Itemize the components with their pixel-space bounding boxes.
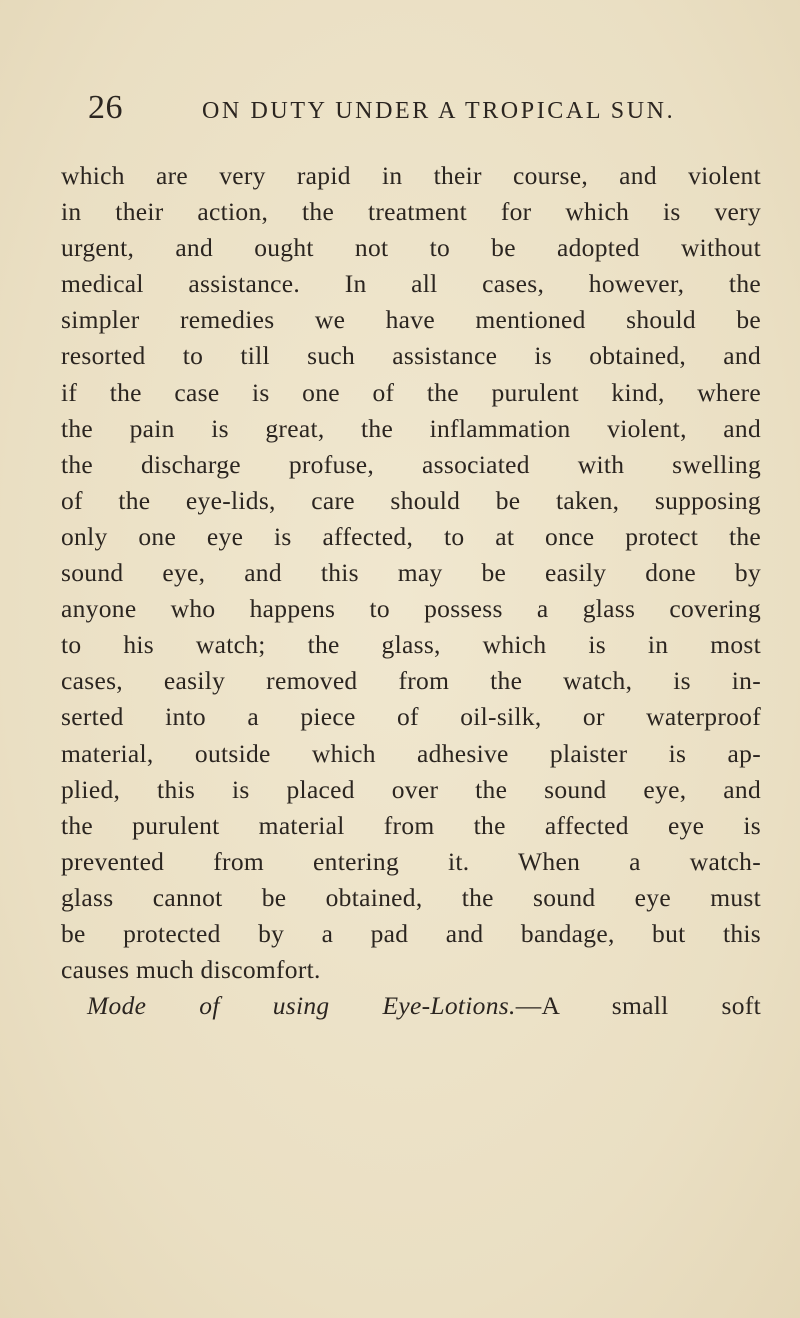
running-head bbox=[0, 88, 800, 128]
text-line: resorted to till such assistance is obtained, and bbox=[61, 341, 761, 371]
text-line: be protected by a pad and bandage, but this bbox=[61, 918, 761, 948]
text-line: the discharge profuse, associated with swelling bbox=[61, 449, 761, 479]
body-text bbox=[61, 158, 761, 1024]
text-line: urgent, and ought not to be adopted without bbox=[61, 233, 761, 263]
running-title: ON DUTY UNDER A TROPICAL SUN. bbox=[202, 98, 676, 124]
page-number: 26 bbox=[88, 89, 123, 126]
text-line: causes much discomfort. bbox=[61, 955, 321, 985]
text-line: prevented from entering it. When a watch- bbox=[61, 846, 761, 876]
text-line: if the case is one of the purulent kind, where bbox=[61, 377, 761, 407]
text-line: material, outside which adhesive plaister is ap- bbox=[61, 738, 761, 768]
subsection-line bbox=[61, 988, 761, 1024]
text-line: the pain is great, the inflammation violent, and bbox=[61, 413, 761, 443]
text-line: serted into a piece of oil-silk, or waterproof bbox=[61, 702, 761, 732]
subsection-heading: Mode of using Eye-Lotions. bbox=[87, 991, 516, 1021]
text-line: medical assistance. In all cases, however, the bbox=[61, 269, 761, 299]
text-line: which are very rapid in their course, and violent bbox=[61, 161, 761, 190]
text-line: glass cannot be obtained, the sound eye must bbox=[61, 882, 761, 912]
text-line: simpler remedies we have mentioned should be bbox=[61, 305, 761, 335]
text-line: the purulent material from the affected eye is bbox=[61, 810, 761, 840]
subsection-text: —A small soft bbox=[515, 991, 762, 1021]
text-line: in their action, the treatment for which is very bbox=[61, 197, 761, 227]
text-line: cases, easily removed from the watch, is in- bbox=[61, 666, 761, 696]
text-line: anyone who happens to possess a glass covering bbox=[61, 594, 761, 624]
text-line: only one eye is affected, to at once protect the bbox=[61, 521, 761, 551]
text-line: of the eye-lids, care should be taken, supposing bbox=[61, 485, 761, 515]
text-line: to his watch; the glass, which is in most bbox=[61, 630, 761, 660]
text-line: sound eye, and this may be easily done by bbox=[61, 558, 761, 588]
text-line: plied, this is placed over the sound eye, and bbox=[61, 774, 761, 804]
